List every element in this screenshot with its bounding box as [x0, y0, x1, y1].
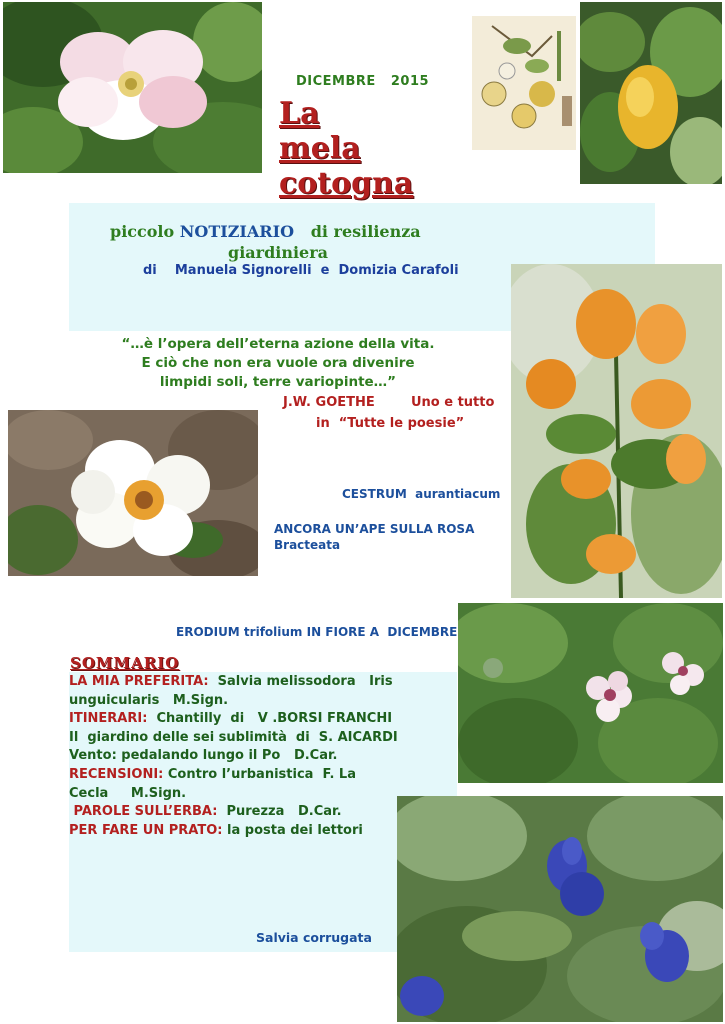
sommario-list	[69, 673, 405, 840]
sommario-item-text: Purezza D.Car.	[217, 804, 342, 820]
sommario-item-text: Salvia melissodora Iris	[208, 674, 393, 689]
sommario-item-label: RECENSIONI:	[69, 766, 164, 782]
erodium-photo	[458, 603, 723, 783]
sommario-item-label: PAROLE SULL’ERBA:	[69, 804, 218, 820]
rose-caption-line-1: ANCORA UN’APE SULLA ROSA	[274, 522, 475, 536]
sommario-item[interactable]	[69, 747, 405, 766]
quince-blossom-photo	[3, 2, 262, 173]
erodium-caption: ERODIUM trifolium IN FIORE A DICEMBRE	[176, 625, 458, 639]
salvia-caption: Salvia corrugata	[256, 930, 372, 945]
page-title-line-2: mela	[279, 131, 361, 166]
sommario-item[interactable]	[69, 766, 405, 785]
sommario-item-label: ITINERARI:	[69, 711, 148, 727]
quote-source: in “Tutte le poesie”	[316, 416, 465, 431]
issue-date: DICEMBRE 2015	[296, 74, 430, 89]
botanical-illustration	[472, 16, 576, 150]
sommario-item-text: unguicularis M.Sign.	[69, 692, 229, 708]
sommario-item-text: Il giardino delle sei sublimità di S. AICARDI	[69, 729, 398, 745]
rose-bracteata-photo	[8, 410, 258, 576]
sommario-item[interactable]	[69, 710, 405, 729]
page-title-line-3: cotogna	[279, 166, 414, 201]
goethe-quote	[118, 335, 438, 392]
sommario-item-text: Chantilly di V .BORSI FRANCHI	[147, 711, 393, 727]
sommario-item-text: Vento: pedalando lungo il Po D.Car.	[69, 748, 338, 764]
quince-fruit-photo	[580, 2, 722, 184]
rose-caption-line-2: Bracteata	[274, 538, 341, 552]
quote-author: J.W. GOETHE Uno e tutto	[283, 395, 495, 410]
sommario-item-text: Contro l’urbanistica F. La	[163, 766, 356, 782]
sommario-item-text: Cecla M.Sign.	[69, 785, 187, 801]
sommario-item[interactable]	[69, 729, 405, 748]
subtitle-part-1: piccolo	[110, 222, 180, 241]
sommario-item[interactable]	[69, 785, 405, 804]
sommario-item[interactable]	[69, 673, 405, 692]
cestrum-photo	[511, 264, 722, 598]
sommario-item-label: LA MIA PREFERITA:	[69, 674, 209, 689]
authors-line: di Manuela Signorelli e Domizia Carafoli	[143, 263, 459, 278]
sommario-title: SOMMARIO	[70, 654, 180, 672]
cestrum-caption: CESTRUM aurantiacum	[342, 487, 501, 501]
sommario-item-text: la posta dei lettori	[222, 822, 363, 838]
subtitle-part-3: di resilienza	[294, 222, 421, 241]
sommario-item[interactable]	[69, 822, 405, 841]
quote-line-2: E ciò che non era vuole ora divenire	[141, 355, 415, 371]
salvia-corrugata-photo	[397, 796, 723, 1022]
sommario-item-label: PER FARE UN PRATO:	[69, 822, 223, 838]
sommario-item[interactable]	[69, 692, 405, 711]
page-title-line-1: La	[279, 96, 320, 131]
sommario-item[interactable]	[69, 803, 405, 822]
quote-line-3: limpidi soli, terre variopinte…”	[159, 374, 397, 390]
subtitle-line-2: giardiniera	[228, 243, 329, 262]
subtitle-notiziario: NOTIZIARIO	[179, 222, 294, 241]
quote-line-1: “…è l’opera dell’eterna azione della vita.	[121, 336, 435, 352]
newsletter-subtitle	[110, 222, 421, 241]
